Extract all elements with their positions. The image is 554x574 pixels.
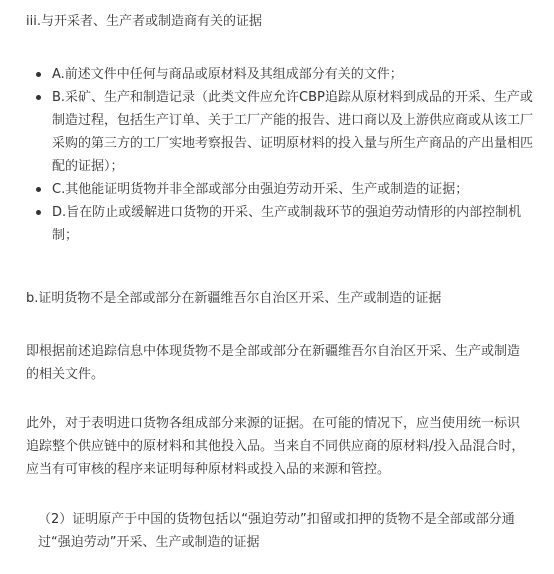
paragraph-component-sources: 此外，对于表明进口货物各组成部分来源的证据。在可能的情况下，应当使用统一标识追踪整个供应链中的原材料和其他投入品。当来自不同供应商的原材料/投入品混合时，应当有可审核的程序来证明每种原材料或投入品的来源和管控。 [26, 416, 525, 477]
paragraph-tracking-docs: 即根据前述追踪信息中体现货物不是全部或部分在新疆维吾尔自治区开采、生产或制造的相关文件。 [26, 344, 521, 382]
bullet-item-c: C.其他能证明货物并非全部或部分由强迫劳动开采、生产或制造的证据； [26, 178, 536, 201]
paragraph-forced-labor-evidence: （2）证明原产于中国的货物包括以“强迫劳动”扣留或扣押的货物不是全部或部分通过“强迫劳动”开采、生产或制造的证据 [38, 512, 515, 550]
section-iii-heading: iii.与开采者、生产者或制造商有关的证据 [26, 14, 262, 29]
section-b-heading: b.证明货物不是全部或部分在新疆维吾尔自治区开采、生产或制造的证据 [26, 291, 442, 306]
bullet-item-a: A.前述文件中任何与商品或原材料及其组成部分有关的文件； [26, 63, 536, 86]
evidence-bullet-list [26, 63, 536, 247]
bullet-item-b: B.采矿、生产和制造记录（此类文件应允许CBP追踪从原材料到成品的开采、生产或制造过程，包括生产订单、关于工厂产能的报告、进口商以及上游供应商或从该工厂采购的第三方的工厂实地考察报告、证明原材料的投入量与所生产商品的产出量相匹配的证据）； [26, 86, 536, 178]
bullet-item-d: D.旨在防止或缓解进口货物的开采、生产或制裁环节的强迫劳动情形的内部控制机制； [26, 201, 536, 247]
